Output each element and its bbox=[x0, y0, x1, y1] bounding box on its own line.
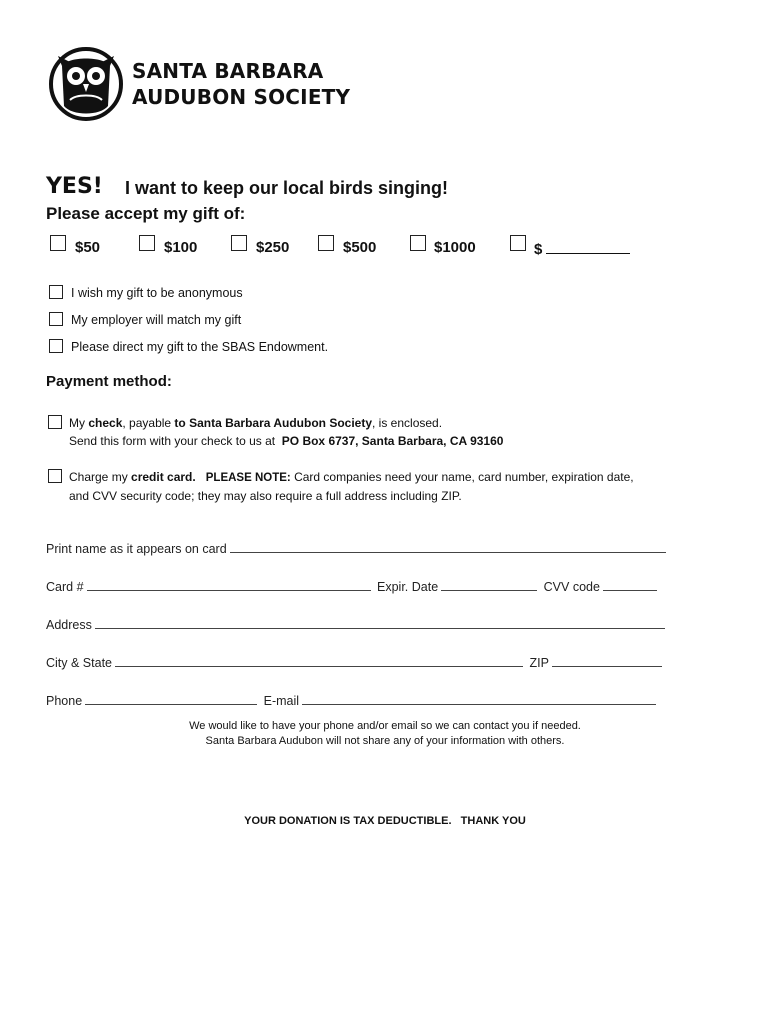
yes-heading: YES! bbox=[46, 174, 103, 199]
amount-other-line[interactable] bbox=[546, 239, 630, 254]
card-row: Card # Expir. Date CVV code bbox=[46, 578, 660, 594]
credit-card-checkbox[interactable] bbox=[48, 469, 62, 483]
endowment-checkbox[interactable] bbox=[49, 339, 63, 353]
amount-500-checkbox[interactable] bbox=[318, 235, 334, 251]
print-name-field: Print name as it appears on card bbox=[46, 540, 669, 556]
phone-input[interactable] bbox=[85, 692, 257, 705]
org-name-line2: AUDUBON SOCIETY bbox=[132, 85, 351, 109]
expiration-input[interactable] bbox=[441, 578, 537, 591]
amount-other-checkbox[interactable] bbox=[510, 235, 526, 251]
amount-50-label: $50 bbox=[75, 239, 101, 256]
endowment-label: Please direct my gift to the SBAS Endowment. bbox=[71, 340, 329, 354]
amount-50-checkbox[interactable] bbox=[50, 235, 66, 251]
zip-input[interactable] bbox=[552, 654, 662, 667]
email-input[interactable] bbox=[302, 692, 656, 705]
employer-match-label: My employer will match my gift bbox=[71, 313, 242, 327]
amount-250-label: $250 bbox=[256, 239, 290, 256]
city-state-input[interactable] bbox=[115, 654, 523, 667]
tagline: I want to keep our local birds singing! bbox=[125, 178, 449, 198]
contact-note: We would like to have your phone and/or email so we can contact you if needed. Santa Barbara Audubon will not share any of your information with others. bbox=[189, 720, 581, 747]
print-name-input[interactable] bbox=[230, 540, 666, 553]
credit-card-text: Charge my credit card. PLEASE NOTE: Card companies need your name, card number, expiration date, and CVV security code; they may also require a full address including ZIP. bbox=[69, 470, 634, 503]
amount-1000-checkbox[interactable] bbox=[410, 235, 426, 251]
amount-100-checkbox[interactable] bbox=[139, 235, 155, 251]
anonymous-label: I wish my gift to be anonymous bbox=[71, 286, 243, 300]
amount-1000-label: $1000 bbox=[434, 239, 476, 256]
address-field: Address bbox=[46, 616, 668, 632]
card-number-input[interactable] bbox=[87, 578, 371, 591]
tax-deductible-note: YOUR DONATION IS TAX DEDUCTIBLE. THANK YOU bbox=[244, 815, 526, 827]
amount-100-label: $100 bbox=[164, 239, 198, 256]
accept-gift-label: Please accept my gift of: bbox=[46, 204, 246, 223]
owl-logo-icon bbox=[48, 46, 124, 122]
anonymous-checkbox[interactable] bbox=[49, 285, 63, 299]
check-payment-checkbox[interactable] bbox=[48, 415, 62, 429]
check-payment-text: My check, payable to Santa Barbara Audubon Society, is enclosed. Send this form with your check to us at PO Box 6737, Santa Barbara, CA 93160 bbox=[69, 416, 504, 448]
org-name-line1: SANTA BARBARA bbox=[132, 59, 324, 83]
payment-method-heading: Payment method: bbox=[46, 373, 172, 390]
city-row: City & State ZIP bbox=[46, 654, 665, 670]
contact-row: Phone E-mail bbox=[46, 692, 659, 708]
address-input[interactable] bbox=[95, 616, 665, 629]
cvv-input[interactable] bbox=[603, 578, 657, 591]
amount-500-label: $500 bbox=[343, 239, 377, 256]
amount-other-label: $ bbox=[534, 241, 543, 258]
employer-match-checkbox[interactable] bbox=[49, 312, 63, 326]
amount-250-checkbox[interactable] bbox=[231, 235, 247, 251]
amount-other-field[interactable] bbox=[534, 239, 630, 258]
